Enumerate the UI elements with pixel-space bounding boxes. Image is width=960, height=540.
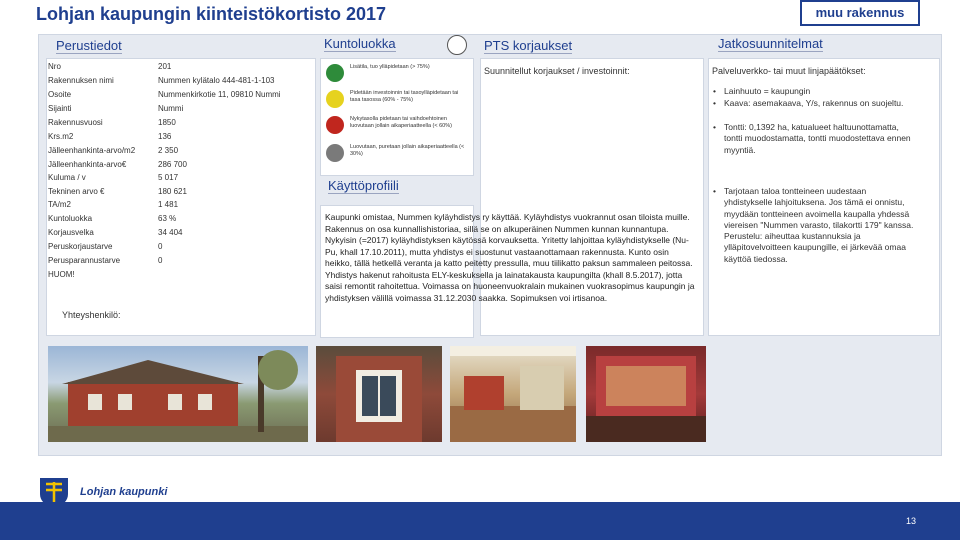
info-label: Nro [48, 62, 61, 71]
info-label: Kuntoluokka [48, 214, 93, 223]
info-row [48, 228, 314, 241]
info-label: Tekninen arvo € [48, 187, 105, 196]
pts-text: Suunnitellut korjaukset / investoinnit: [484, 66, 630, 76]
info-value: 2 350 [158, 146, 179, 155]
info-value: 0 [158, 242, 163, 251]
condition-class [326, 64, 470, 82]
info-label: Jälleenhankinta-arvo€ [48, 160, 127, 169]
section-kaytto: Käyttöprofiili [328, 178, 399, 193]
condition-label: Pidetään investoinnin tai tasoylläpidetaan tai tasa tasossa (60% - 75%) [350, 90, 459, 103]
section-perustiedot: Perustiedot [56, 38, 122, 53]
section-pts: PTS korjaukset [484, 38, 573, 53]
info-row [48, 76, 314, 89]
info-label: Kulumа / v [48, 173, 86, 182]
info-row [48, 173, 314, 186]
info-row [48, 200, 314, 213]
jatko-bullet: • Lainhuuto = kaupungin [724, 86, 914, 97]
facade-detail-photo [316, 346, 442, 442]
condition-class [326, 116, 470, 134]
logo-text: Lohjan kaupunki [80, 486, 168, 498]
jatko-intro: Palveluverkko- tai muut linjapäätökset: [712, 66, 866, 76]
info-label: TA/m2 [48, 200, 71, 209]
condition-label: Lisätila, tuo ylläpidetaan (> 75%) [350, 64, 430, 70]
info-row [48, 242, 314, 255]
info-row [48, 132, 314, 145]
page-number: 13 [905, 516, 916, 526]
condition-indicator [447, 35, 467, 55]
condition-label: Nykytasolla pidetaan tai vaihdoehtoinen luovutaan jollain aikaperiaatteella (< 60%) [350, 116, 452, 129]
info-value: 63 % [158, 214, 177, 223]
building-type-badge: muu rakennus [800, 0, 920, 26]
info-label: Jälleenhankinta-arvo/m2 [48, 146, 136, 155]
jatko-bullet: • Kaava: asemakaava, Y/s, rakennus on suojeltu. [724, 98, 914, 109]
info-row [48, 90, 314, 103]
info-value: Nummen kylätalo 444-481-1-103 [158, 76, 275, 85]
info-row [48, 62, 314, 75]
info-row [48, 256, 314, 269]
info-value: Nummenkirkotie 11, 09810 Nummi [158, 90, 281, 99]
info-label: HUOM! [48, 270, 75, 279]
info-value: 201 [158, 62, 172, 71]
info-row [48, 160, 314, 173]
footer-bar [0, 502, 960, 540]
condition-class [326, 144, 470, 162]
info-value: 136 [158, 132, 172, 141]
condition-class [326, 90, 470, 108]
info-label: Rakennuksen nimi [48, 76, 114, 85]
building-exterior-photo [48, 346, 308, 442]
info-label: Rakennusvuosi [48, 118, 103, 127]
jatko-bullet: • Tarjotaan taloa tontteineen uudestaan yhdistykselle lahjoituksena. Jos tämä ei onnistu, myydään tontteineen avoimella kaupalla yhdessä viereisen "Nummen varasto, tilakortti 179" kanssa. Perustelu: aiheuttaa kustannuksia ja ylläpitovelvoitteen kaupungille, ei järkevää omaa käyttöä tiedossa. [724, 186, 914, 265]
jatko-bullet: • Tontti: 0,1392 ha, katualueet haltuunottamatta, tontti muodostamatta, tontti muodostettava ennen myyntiä. [724, 122, 914, 156]
info-label: Sijainti [48, 104, 72, 113]
info-value: Nummi [158, 104, 184, 113]
interior-room-photo [450, 346, 576, 442]
page-title: Lohjan kaupungin kiinteistökortisto 2017 [36, 4, 387, 24]
info-value: 0 [158, 256, 163, 265]
info-row [48, 146, 314, 159]
info-label: Peruskorjaustarve [48, 242, 113, 251]
info-value: 5 017 [158, 173, 179, 182]
condition-dot-icon [326, 144, 344, 162]
info-row [48, 187, 314, 200]
info-value: 1 481 [158, 200, 179, 209]
info-label: Korjausvelka [48, 228, 94, 237]
info-value: 1850 [158, 118, 176, 127]
condition-dot-icon [326, 90, 344, 108]
info-label: Krs.m2 [48, 132, 74, 141]
info-label: Osoite [48, 90, 72, 99]
info-row [48, 104, 314, 117]
condition-dot-icon [326, 116, 344, 134]
condition-dot-icon [326, 64, 344, 82]
info-value: 286 700 [158, 160, 187, 169]
usage-text: Kaupunki omistaa, Nummen kyläyhdistys ry käyttää. Kyläyhdistys vuokrannut osan tiloista muille. Rakennus on osa kunnallishistoriaa, sillä se on alkuperäinen Nummen kunnan kunnantupa. Nykyisin (=2017) kyläyhdistyksen käytössä korvauksetta. Yritetty lahjoittaa kyläyhdistykselle (Nu-Pu, khall 17.10.2011), mutta yhdistys ei suostunut vastaanottamaan rakennusta. Kunto osin heikko, tällä hetkellä veranta ja katto peitetty pressulla, muu tiilikatto paksun sammaleen peitossa. Yhdistys hakenut rahoitusta ELY-keskuksella ja lainatakausta kaupungilta (khall 8.5.2017), jotta saisi remontit rahoitettua. Voimassa on huoneenvuokralain mukainen vuokrasopimus kaupungin ja yhdistyksen välillä voimassa 31.12.2030 saakka. Sopimuksen voi irtisanoa. [325, 212, 695, 303]
interior-textile-photo [586, 346, 706, 442]
info-value: 180 621 [158, 187, 187, 196]
info-row [48, 118, 314, 131]
info-row [48, 214, 314, 227]
section-kuntoluokka: Kuntoluokka [324, 36, 396, 51]
condition-label: Luovutaan, puretaan jollain aikaperiaatteella (< 30%) [350, 144, 465, 157]
info-value: 34 404 [158, 228, 183, 237]
section-jatko: Jatkosuunnitelmat [718, 36, 823, 51]
info-row [48, 270, 314, 283]
info-label: Perusparannustarve [48, 256, 121, 265]
contact-label: Yhteyshenkilö: [62, 310, 121, 320]
